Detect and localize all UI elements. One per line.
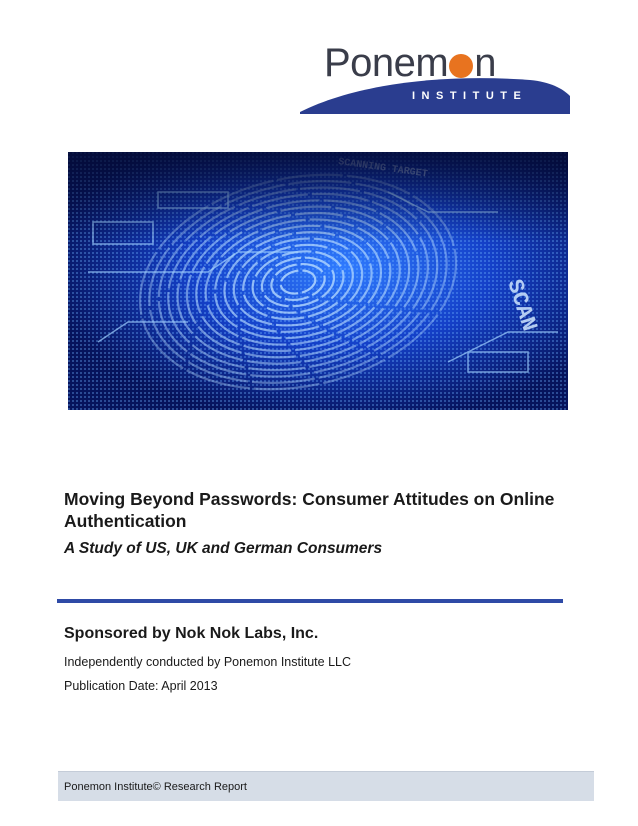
footer-text: Ponemon Institute© Research Report (64, 781, 247, 793)
footer-bar (58, 771, 594, 801)
logo-subtitle: INSTITUTE (412, 90, 528, 102)
report-title: Moving Beyond Passwords: Consumer Attitudes on Online Authentication (64, 489, 555, 531)
logo-word-post: n (474, 41, 496, 85)
sponsor-line: Sponsored by Nok Nok Labs, Inc. (64, 625, 319, 642)
report-subtitle: A Study of US, UK and German Consumers (64, 540, 383, 557)
divider-rule (57, 599, 563, 603)
orange-sun-icon (449, 54, 473, 78)
publication-date-line: Publication Date: April 2013 (64, 679, 218, 693)
logo-word-pre: Ponem (324, 41, 449, 85)
logo-wordmark (324, 40, 496, 86)
ponemon-logo (300, 40, 570, 112)
conducted-by-line: Independently conducted by Ponemon Institute LLC (64, 655, 352, 669)
fingerprint-scan-image (68, 152, 568, 410)
